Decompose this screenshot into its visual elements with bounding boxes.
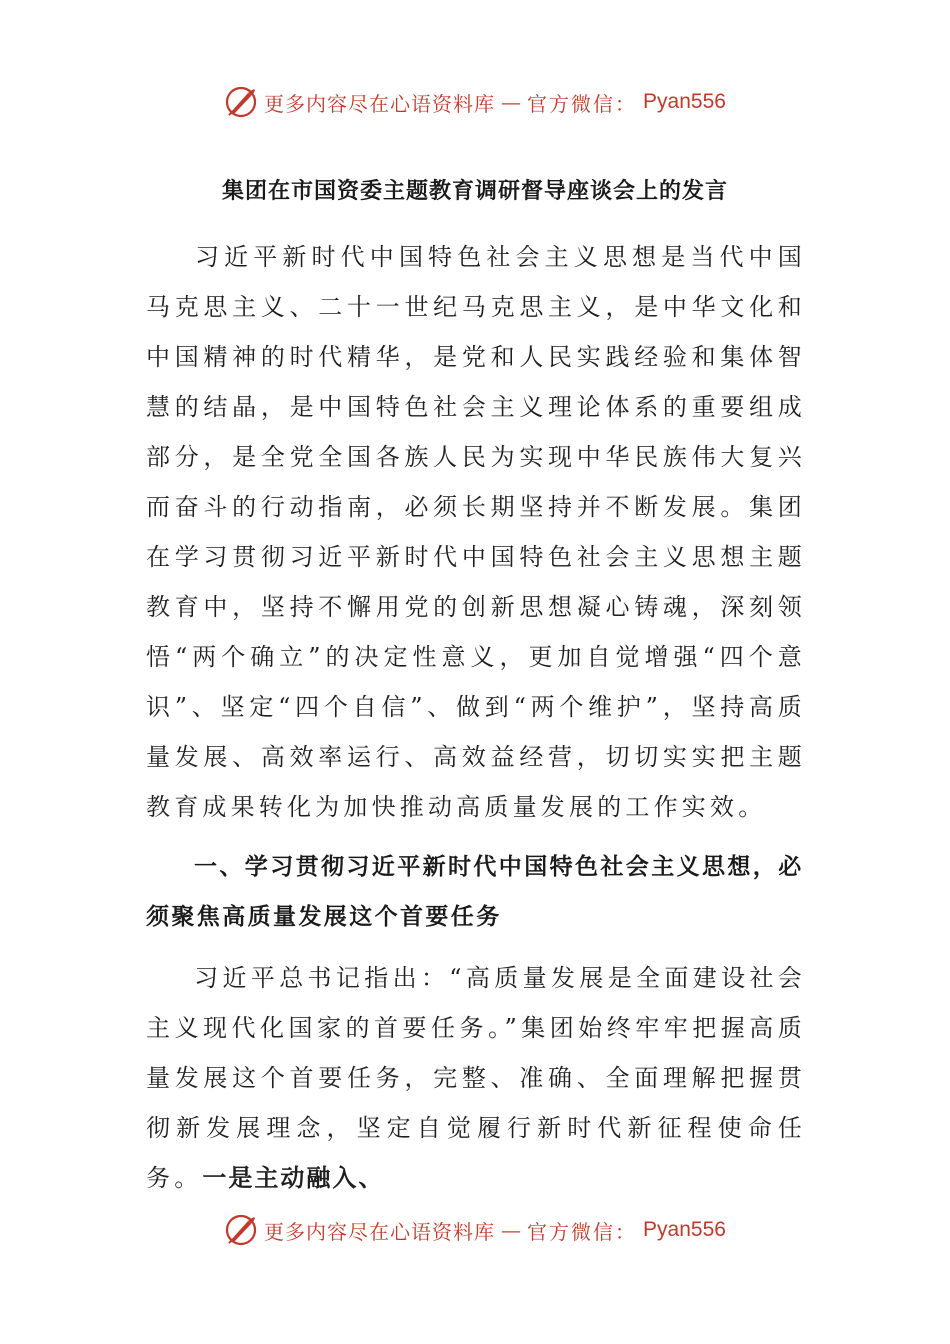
document-title: 集团在市国资委主题教育调研督导座谈会上的发言 bbox=[221, 179, 728, 204]
paragraph-1-text: 习近平新时代中国特色社会主义思想是当代中国马克思主义、二十一世纪马克思主义，是中华文化和中国精神的时代精华，是党和人民实践经验和集体智慧的结晶，是中国特色社会主义理论体系的重要组成部分，是全党全国各族人民为实现中华民族伟大复兴而奋斗的行动指南，必须长期坚持并不断发展。集团在学习贯彻习近平新时代中国特色社会主义思想主题教育中，坚持不懈用党的创新思想凝心铸魂，深刻领悟“两个确立”的决定性意义，更加自觉增强“四个意识”、坚定“四个自信”、做到“两个维护”，坚持高质量发展、高效率运行、高效益经营，切切实实把主题教育成果转化为加快推动高质量发展的工作实效。 bbox=[146, 243, 806, 821]
watermark-dash: — bbox=[501, 90, 522, 114]
quill-pen-logo-icon bbox=[224, 1213, 258, 1247]
body-paragraph-2 bbox=[146, 953, 806, 1203]
watermark-text: 更多内容尽在心语资料库 bbox=[264, 91, 496, 116]
quill-pen-logo-icon bbox=[224, 85, 258, 119]
body-paragraph-1 bbox=[146, 232, 806, 832]
watermark-label: 官方微信： bbox=[527, 91, 638, 116]
watermark-header bbox=[0, 82, 950, 122]
paragraph-2-bold-text: 一是主动融入、 bbox=[202, 1164, 385, 1192]
watermark-wechat-id: Pyan556 bbox=[643, 90, 726, 113]
section-heading-1-text: 一、学习贯彻习近平新时代中国特色社会主义思想，必须聚焦高质量发展这个首要任务 bbox=[146, 854, 804, 930]
watermark-wechat-id: Pyan556 bbox=[643, 1218, 726, 1241]
watermark-footer bbox=[0, 1210, 950, 1250]
watermark-text: 更多内容尽在心语资料库 bbox=[264, 1219, 496, 1244]
paragraph-2-text: 习近平总书记指出：“高质量发展是全面建设社会主义现代化国家的首要任务。”集团始终牢牢把握高质量发展这个首要任务，完整、准确、全面理解把握贯彻新发展理念，坚定自觉履行新时代新征程使命任务。 bbox=[146, 964, 806, 1192]
watermark-dash: — bbox=[501, 1218, 522, 1242]
section-heading-1 bbox=[146, 842, 808, 942]
watermark-label: 官方微信： bbox=[527, 1219, 638, 1244]
